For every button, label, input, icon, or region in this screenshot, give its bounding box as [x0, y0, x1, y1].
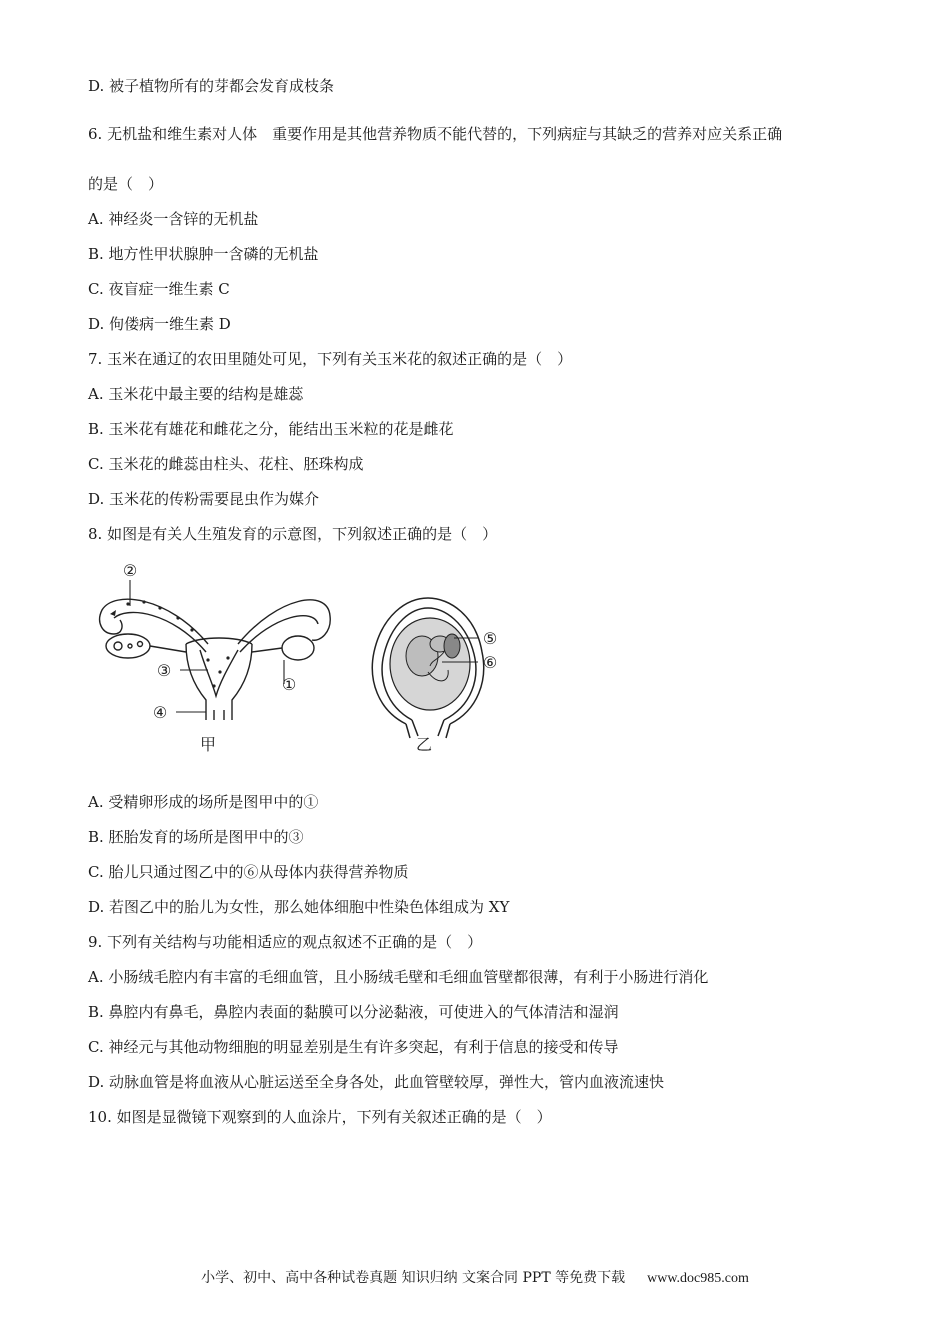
label-5: ⑤: [482, 629, 498, 648]
option-c-q6: C. 夜盲症一维生素 C: [88, 280, 230, 298]
option-a-q8: A. 受精卵形成的场所是图甲中的①: [88, 793, 319, 811]
option-c-q7: C. 玉米花的雌蕊由柱头、花柱、胚珠构成: [88, 455, 364, 473]
question-6-stem: 6. 无机盐和维生素对人体 重要作用是其他营养物质不能代替的，下列病症与其缺乏的营养对应关系正确: [88, 125, 783, 143]
option-a-q6: A. 神经炎一含锌的无机盐: [88, 210, 259, 228]
label-3: ③: [156, 661, 172, 680]
question-6-stem-cont: 的是（ ）: [88, 175, 164, 193]
question-10-stem: 10. 如图是显微镜下观察到的人血涂片，下列有关叙述正确的是（ ）: [88, 1108, 552, 1126]
option-d-q6: D. 佝偻病一维生素 D: [88, 315, 231, 333]
option-b-q7: B. 玉米花有雄花和雌花之分，能结出玉米粒的花是雌花: [88, 420, 454, 438]
option-b-q9: B. 鼻腔内有鼻毛，鼻腔内表面的黏膜可以分泌黏液，可使进入的气体清洁和湿润: [88, 1003, 619, 1021]
page-footer: [0, 1268, 950, 1289]
caption-yi: 乙: [415, 735, 433, 754]
diagram-jia: [100, 599, 331, 720]
footer-text: 小学、初中、高中各种试卷真题 知识归纳 文案合同 PPT 等免费下载: [201, 1270, 626, 1286]
reproduction-figure: [88, 560, 528, 760]
label-4: ④: [152, 703, 168, 722]
option-a-q9: A. 小肠绒毛腔内有丰富的毛细血管，且小肠绒毛壁和毛细血管壁都很薄，有利于小肠进行消化: [88, 968, 709, 986]
label-1: ①: [281, 675, 297, 694]
reproduction-diagram: [88, 560, 528, 760]
question-8-stem: 8. 如图是有关人生殖发育的示意图，下列叙述正确的是（ ）: [88, 525, 498, 543]
label-6: ⑥: [482, 653, 498, 672]
option-d-q9: D. 动脉血管是将血液从心脏运送至全身各处，此血管壁较厚，弹性大，管内血液流速快: [88, 1073, 665, 1091]
option-c-q9: C. 神经元与其他动物细胞的明显差别是生有许多突起，有利于信息的接受和传导: [88, 1038, 619, 1056]
option-d-q7: D. 玉米花的传粉需要昆虫作为媒介: [88, 490, 320, 508]
option-a-q7: A. 玉米花中最主要的结构是雄蕊: [88, 385, 304, 403]
option-d-q8: D. 若图乙中的胎儿为女性，那么她体细胞中性染色体组成为 XY: [88, 898, 510, 916]
caption-jia: 甲: [199, 735, 217, 754]
option-b-q8: B. 胚胎发育的场所是图甲中的③: [88, 828, 304, 846]
option-c-q8: C. 胎儿只通过图乙中的⑥从母体内获得营养物质: [88, 863, 409, 881]
question-9-stem: 9. 下列有关结构与功能相适应的观点叙述不正确的是（ ）: [88, 933, 483, 951]
question-7-stem: 7. 玉米在通辽的农田里随处可见，下列有关玉米花的叙述正确的是（ ）: [88, 350, 573, 368]
option-b-q6: B. 地方性甲状腺肿一含磷的无机盐: [88, 245, 319, 263]
label-2: ②: [122, 561, 138, 580]
footer-site-link[interactable]: www.doc985.com: [647, 1271, 749, 1286]
option-d-q5: D. 被子植物所有的芽都会发育成枝条: [88, 77, 335, 95]
